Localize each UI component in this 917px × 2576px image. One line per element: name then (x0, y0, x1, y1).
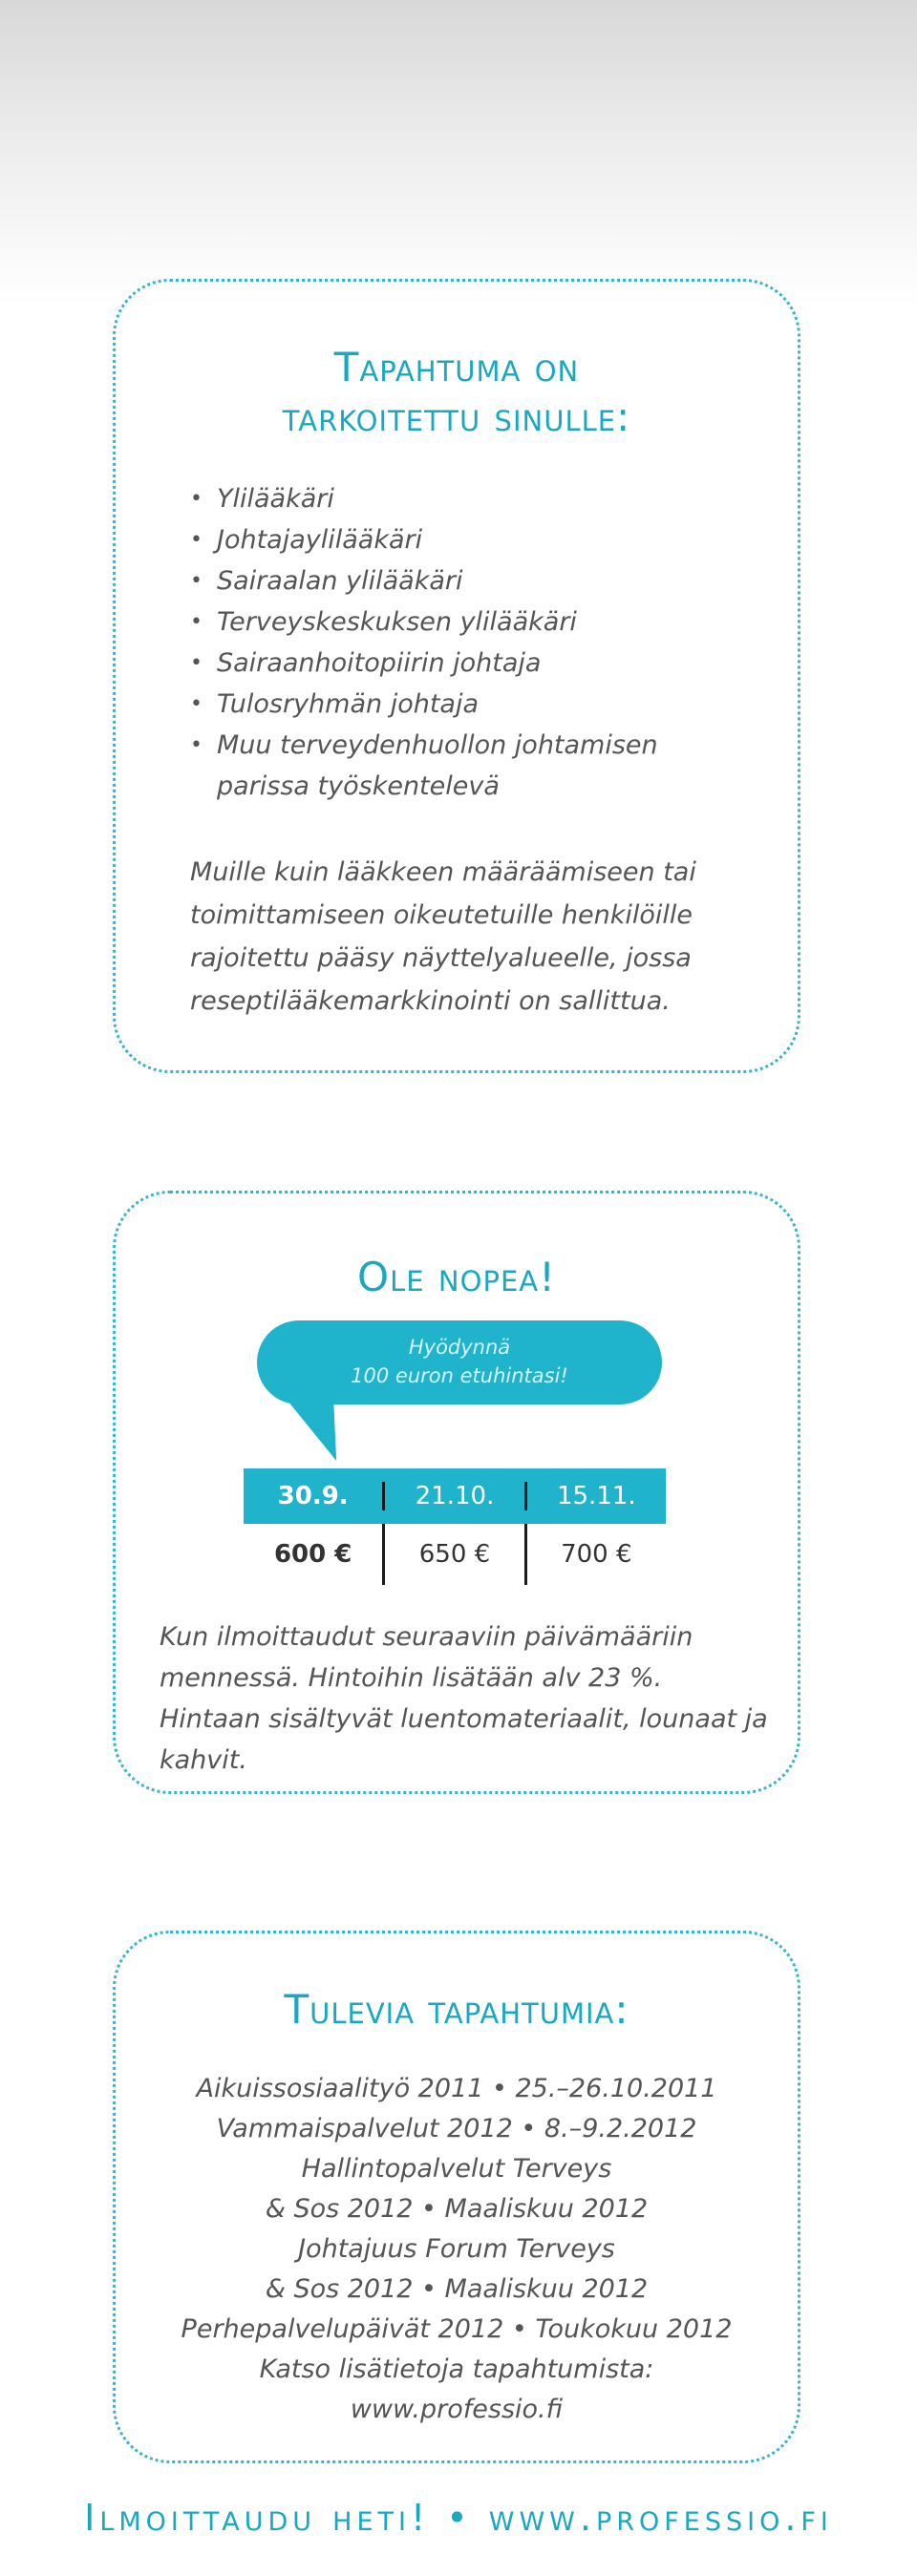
price-cell: 600 € (273, 1540, 352, 1569)
audience-heading-line1: Tapahtuma on (333, 344, 580, 391)
pricing-heading: Ole nopea! (357, 1254, 556, 1300)
pricing-note: Kun ilmoittaudut seuraaviin päivämääriin mennessä. Hintoihin lisätään alv 23 %. Hintaan sisältyvät luentomateriaalit, lounaat ja kahvit. (160, 1622, 768, 1775)
event-line: Johtajuus Forum Terveys (298, 2234, 615, 2264)
audience-note: Muille kuin lääkkeen määräämiseen tai toimittamiseen oikeutetuille henkilöille rajoitettu pääsy näyttelyalueelle, jossa reseptilääkemarkkinointi on sallittua. (190, 857, 696, 1016)
speech-bubble-tail (284, 1396, 365, 1461)
event-line: & Sos 2012 • Maaliskuu 2012 (265, 2274, 649, 2304)
audience-list (190, 478, 798, 807)
upcoming-events-box (113, 1931, 800, 2463)
event-line: & Sos 2012 • Maaliskuu 2012 (265, 2194, 649, 2224)
list-item: • Sairaalan ylilääkäri (190, 560, 798, 602)
list-item: • Terveyskeskuksen ylilääkäri (190, 602, 798, 643)
list-item: • Tulosryhmän johtaja (190, 684, 798, 725)
price-row (244, 1524, 666, 1585)
bubble-line1: Hyödynnä (408, 1336, 511, 1359)
event-line: Perhepalvelupäivät 2012 • Toukokuu 2012 (181, 2314, 733, 2344)
date-row (244, 1468, 666, 1524)
price-table (244, 1468, 666, 1585)
upcoming-heading: Tulevia tapahtumia: (284, 1986, 629, 2033)
date-cell: 30.9. (277, 1482, 349, 1510)
audience-heading (116, 343, 798, 442)
date-cell: 15.11. (524, 1482, 666, 1510)
list-item: • Johtajaylilääkäri (190, 519, 798, 560)
price-cell: 650 € (382, 1524, 523, 1585)
website-link[interactable]: www.professio.fi (350, 2395, 564, 2424)
price-cell: 700 € (524, 1524, 666, 1585)
list-item: • Ylilääkäri (190, 478, 798, 519)
event-line: Vammaispalvelut 2012 • 8.–9.2.2012 (216, 2114, 697, 2143)
list-item: • Muu terveydenhuollon johtamisen parissa työskentelevä (190, 725, 752, 807)
speech-bubble (257, 1320, 662, 1404)
event-line: Hallintopalvelut Terveys (301, 2154, 612, 2184)
pricing-box (113, 1191, 800, 1794)
audience-heading-line2: tarkoitettu sinulle: (282, 393, 631, 440)
date-cell: 21.10. (382, 1482, 523, 1510)
event-line: Aikuissosiaalityö 2011 • 25.–26.10.2011 (196, 2074, 717, 2103)
bubble-line2: 100 euron etuhintasi! (351, 1364, 568, 1387)
register-cta[interactable]: Ilmoittaudu heti! • www.professio.fi (84, 2497, 833, 2539)
events-list (135, 2069, 778, 2430)
event-line: Katso lisätietoja tapahtumista: (259, 2354, 654, 2384)
list-item: • Sairaanhoitopiirin johtaja (190, 643, 798, 684)
audience-box (113, 279, 800, 1073)
